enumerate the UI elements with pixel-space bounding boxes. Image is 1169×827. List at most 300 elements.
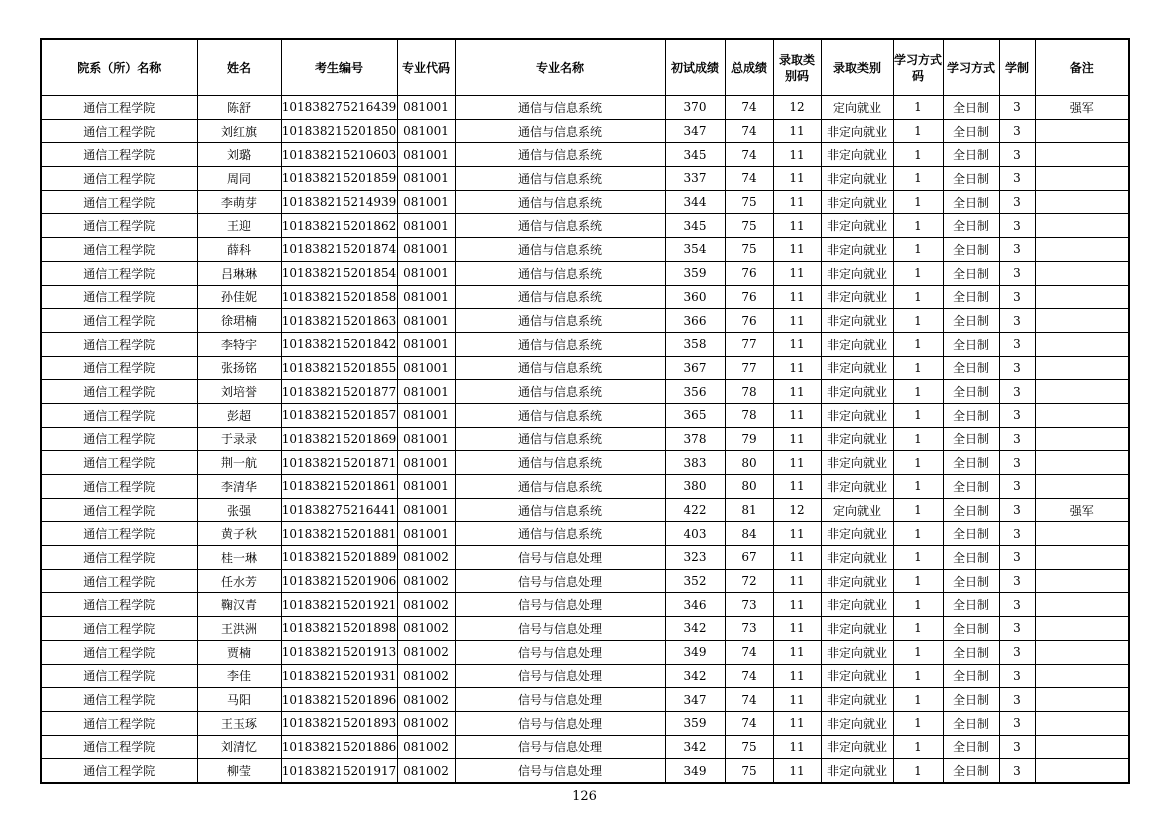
cell-exam-id: 101838275216439	[281, 96, 397, 120]
cell-major-name: 通信与信息系统	[455, 522, 665, 546]
cell-years: 3	[999, 403, 1035, 427]
cell-major-name: 信号与信息处理	[455, 735, 665, 759]
cell-study-code: 1	[893, 214, 943, 238]
cell-admission-type: 非定向就业	[821, 214, 893, 238]
cell-years: 3	[999, 522, 1035, 546]
cell-dept: 通信工程学院	[41, 285, 197, 309]
cell-years: 3	[999, 711, 1035, 735]
cell-admission-code: 11	[773, 167, 821, 191]
cell-study-code: 1	[893, 119, 943, 143]
cell-major-code: 081002	[397, 688, 455, 712]
cell-study-code: 1	[893, 475, 943, 499]
cell-study-mode: 全日制	[943, 498, 999, 522]
table-row	[41, 569, 1129, 593]
cell-admission-code: 11	[773, 309, 821, 333]
cell-admission-type: 非定向就业	[821, 238, 893, 262]
table-row	[41, 427, 1129, 451]
cell-major-name: 通信与信息系统	[455, 498, 665, 522]
cell-name: 张扬铭	[197, 356, 281, 380]
cell-study-code: 1	[893, 96, 943, 120]
cell-prelim-score: 366	[665, 309, 725, 333]
cell-major-code: 081001	[397, 167, 455, 191]
table-row	[41, 759, 1129, 783]
cell-major-code: 081002	[397, 735, 455, 759]
cell-total-score: 74	[725, 688, 773, 712]
cell-major-code: 081001	[397, 309, 455, 333]
cell-remark	[1035, 309, 1129, 333]
cell-admission-type: 非定向就业	[821, 640, 893, 664]
cell-admission-type: 非定向就业	[821, 285, 893, 309]
cell-admission-code: 11	[773, 664, 821, 688]
cell-name: 李佳	[197, 664, 281, 688]
cell-exam-id: 101838215201889	[281, 546, 397, 570]
cell-admission-type: 非定向就业	[821, 593, 893, 617]
cell-name: 刘清忆	[197, 735, 281, 759]
table-row	[41, 593, 1129, 617]
cell-major-code: 081002	[397, 569, 455, 593]
cell-major-code: 081001	[397, 96, 455, 120]
cell-major-name: 通信与信息系统	[455, 143, 665, 167]
cell-major-code: 081002	[397, 711, 455, 735]
cell-total-score: 75	[725, 214, 773, 238]
cell-name: 李萌芽	[197, 190, 281, 214]
cell-admission-type: 非定向就业	[821, 664, 893, 688]
cell-admission-code: 11	[773, 688, 821, 712]
table-row	[41, 238, 1129, 262]
cell-remark	[1035, 617, 1129, 641]
cell-study-mode: 全日制	[943, 332, 999, 356]
cell-study-mode: 全日制	[943, 96, 999, 120]
cell-admission-code: 11	[773, 546, 821, 570]
cell-name: 李清华	[197, 475, 281, 499]
cell-exam-id: 101838215201898	[281, 617, 397, 641]
cell-admission-code: 11	[773, 522, 821, 546]
cell-name: 孙佳妮	[197, 285, 281, 309]
cell-major-code: 081001	[397, 475, 455, 499]
cell-name: 任水芳	[197, 569, 281, 593]
cell-major-name: 信号与信息处理	[455, 569, 665, 593]
cell-study-mode: 全日制	[943, 593, 999, 617]
cell-prelim-score: 342	[665, 735, 725, 759]
cell-prelim-score: 345	[665, 214, 725, 238]
table-row	[41, 167, 1129, 191]
cell-total-score: 81	[725, 498, 773, 522]
table-row	[41, 214, 1129, 238]
cell-years: 3	[999, 167, 1035, 191]
cell-major-code: 081002	[397, 664, 455, 688]
cell-dept: 通信工程学院	[41, 119, 197, 143]
cell-admission-code: 11	[773, 735, 821, 759]
cell-total-score: 78	[725, 380, 773, 404]
cell-prelim-score: 378	[665, 427, 725, 451]
cell-exam-id: 101838215201855	[281, 356, 397, 380]
cell-years: 3	[999, 238, 1035, 262]
cell-total-score: 76	[725, 309, 773, 333]
cell-admission-code: 12	[773, 96, 821, 120]
cell-study-code: 1	[893, 190, 943, 214]
cell-exam-id: 101838215201857	[281, 403, 397, 427]
cell-study-code: 1	[893, 451, 943, 475]
cell-total-score: 77	[725, 332, 773, 356]
cell-study-code: 1	[893, 427, 943, 451]
cell-total-score: 74	[725, 119, 773, 143]
cell-total-score: 67	[725, 546, 773, 570]
cell-exam-id: 101838215201869	[281, 427, 397, 451]
cell-years: 3	[999, 96, 1035, 120]
cell-major-name: 信号与信息处理	[455, 711, 665, 735]
cell-major-name: 通信与信息系统	[455, 356, 665, 380]
cell-study-mode: 全日制	[943, 380, 999, 404]
cell-major-code: 081001	[397, 332, 455, 356]
cell-admission-type: 非定向就业	[821, 332, 893, 356]
cell-admission-type: 非定向就业	[821, 475, 893, 499]
cell-major-code: 081001	[397, 522, 455, 546]
cell-study-code: 1	[893, 593, 943, 617]
cell-admission-code: 11	[773, 427, 821, 451]
cell-admission-code: 11	[773, 759, 821, 783]
header-prelim-score: 初试成绩	[665, 39, 725, 96]
cell-dept: 通信工程学院	[41, 546, 197, 570]
cell-dept: 通信工程学院	[41, 664, 197, 688]
cell-admission-code: 11	[773, 617, 821, 641]
cell-prelim-score: 349	[665, 640, 725, 664]
cell-exam-id: 101838215201850	[281, 119, 397, 143]
cell-name: 桂一琳	[197, 546, 281, 570]
table-row	[41, 190, 1129, 214]
cell-prelim-score: 349	[665, 759, 725, 783]
cell-years: 3	[999, 475, 1035, 499]
cell-major-name: 通信与信息系统	[455, 403, 665, 427]
table-row	[41, 96, 1129, 120]
cell-total-score: 75	[725, 238, 773, 262]
cell-remark	[1035, 664, 1129, 688]
cell-dept: 通信工程学院	[41, 427, 197, 451]
cell-admission-type: 非定向就业	[821, 356, 893, 380]
table-row	[41, 309, 1129, 333]
cell-remark	[1035, 593, 1129, 617]
cell-study-mode: 全日制	[943, 238, 999, 262]
cell-remark	[1035, 711, 1129, 735]
cell-admission-type: 非定向就业	[821, 380, 893, 404]
cell-name: 黄子秋	[197, 522, 281, 546]
cell-admission-type: 非定向就业	[821, 261, 893, 285]
cell-total-score: 74	[725, 640, 773, 664]
cell-admission-type: 非定向就业	[821, 403, 893, 427]
cell-years: 3	[999, 119, 1035, 143]
cell-exam-id: 101838215214939	[281, 190, 397, 214]
cell-major-code: 081001	[397, 356, 455, 380]
admission-list-page	[40, 38, 1128, 784]
cell-remark	[1035, 119, 1129, 143]
cell-prelim-score: 359	[665, 261, 725, 285]
cell-name: 刘璐	[197, 143, 281, 167]
cell-name: 彭超	[197, 403, 281, 427]
header-years: 学制	[999, 39, 1035, 96]
cell-remark	[1035, 143, 1129, 167]
cell-remark	[1035, 190, 1129, 214]
cell-study-code: 1	[893, 238, 943, 262]
table-row	[41, 356, 1129, 380]
table-row	[41, 688, 1129, 712]
cell-admission-code: 11	[773, 261, 821, 285]
cell-name: 于录录	[197, 427, 281, 451]
cell-major-name: 通信与信息系统	[455, 214, 665, 238]
cell-study-mode: 全日制	[943, 640, 999, 664]
cell-remark	[1035, 735, 1129, 759]
cell-exam-id: 101838215201893	[281, 711, 397, 735]
cell-remark: 强军	[1035, 498, 1129, 522]
cell-major-name: 信号与信息处理	[455, 759, 665, 783]
header-admission-type: 录取类别	[821, 39, 893, 96]
cell-exam-id: 101838215201863	[281, 309, 397, 333]
cell-years: 3	[999, 640, 1035, 664]
cell-dept: 通信工程学院	[41, 238, 197, 262]
cell-exam-id: 101838215201921	[281, 593, 397, 617]
cell-major-name: 通信与信息系统	[455, 309, 665, 333]
cell-study-mode: 全日制	[943, 664, 999, 688]
table-row	[41, 143, 1129, 167]
cell-study-mode: 全日制	[943, 475, 999, 499]
cell-prelim-score: 383	[665, 451, 725, 475]
cell-years: 3	[999, 332, 1035, 356]
cell-exam-id: 101838215201871	[281, 451, 397, 475]
cell-remark	[1035, 356, 1129, 380]
cell-major-name: 信号与信息处理	[455, 640, 665, 664]
cell-remark	[1035, 688, 1129, 712]
cell-admission-type: 定向就业	[821, 96, 893, 120]
cell-years: 3	[999, 427, 1035, 451]
cell-dept: 通信工程学院	[41, 640, 197, 664]
cell-study-mode: 全日制	[943, 190, 999, 214]
cell-dept: 通信工程学院	[41, 711, 197, 735]
cell-dept: 通信工程学院	[41, 759, 197, 783]
cell-total-score: 74	[725, 143, 773, 167]
cell-name: 吕琳琳	[197, 261, 281, 285]
cell-years: 3	[999, 356, 1035, 380]
cell-admission-type: 非定向就业	[821, 451, 893, 475]
cell-study-code: 1	[893, 356, 943, 380]
cell-exam-id: 101838215201913	[281, 640, 397, 664]
cell-admission-code: 11	[773, 119, 821, 143]
table-row	[41, 261, 1129, 285]
cell-study-mode: 全日制	[943, 119, 999, 143]
header-dept: 院系（所）名称	[41, 39, 197, 96]
cell-admission-type: 非定向就业	[821, 119, 893, 143]
cell-exam-id: 101838215210603	[281, 143, 397, 167]
table-row	[41, 451, 1129, 475]
table-row	[41, 735, 1129, 759]
cell-study-code: 1	[893, 664, 943, 688]
cell-study-code: 1	[893, 711, 943, 735]
cell-years: 3	[999, 664, 1035, 688]
cell-dept: 通信工程学院	[41, 593, 197, 617]
table-row	[41, 285, 1129, 309]
cell-study-code: 1	[893, 522, 943, 546]
table-row	[41, 711, 1129, 735]
cell-study-mode: 全日制	[943, 285, 999, 309]
cell-major-code: 081002	[397, 593, 455, 617]
cell-prelim-score: 352	[665, 569, 725, 593]
cell-total-score: 79	[725, 427, 773, 451]
cell-admission-type: 定向就业	[821, 498, 893, 522]
cell-dept: 通信工程学院	[41, 356, 197, 380]
cell-study-code: 1	[893, 332, 943, 356]
table-body	[41, 96, 1129, 783]
cell-major-name: 信号与信息处理	[455, 688, 665, 712]
cell-years: 3	[999, 498, 1035, 522]
cell-total-score: 76	[725, 285, 773, 309]
cell-prelim-score: 347	[665, 119, 725, 143]
cell-dept: 通信工程学院	[41, 735, 197, 759]
cell-prelim-score: 358	[665, 332, 725, 356]
cell-dept: 通信工程学院	[41, 332, 197, 356]
cell-prelim-score: 323	[665, 546, 725, 570]
cell-name: 张强	[197, 498, 281, 522]
cell-major-name: 信号与信息处理	[455, 617, 665, 641]
cell-name: 周同	[197, 167, 281, 191]
cell-total-score: 74	[725, 96, 773, 120]
cell-major-code: 081002	[397, 617, 455, 641]
cell-remark	[1035, 380, 1129, 404]
cell-major-code: 081001	[397, 214, 455, 238]
header-study-mode: 学习方式	[943, 39, 999, 96]
cell-prelim-score: 347	[665, 688, 725, 712]
cell-major-name: 通信与信息系统	[455, 190, 665, 214]
cell-prelim-score: 370	[665, 96, 725, 120]
cell-major-code: 081001	[397, 261, 455, 285]
cell-name: 柳莹	[197, 759, 281, 783]
cell-dept: 通信工程学院	[41, 451, 197, 475]
cell-study-mode: 全日制	[943, 214, 999, 238]
cell-years: 3	[999, 735, 1035, 759]
cell-dept: 通信工程学院	[41, 617, 197, 641]
cell-major-code: 081001	[397, 119, 455, 143]
cell-study-code: 1	[893, 569, 943, 593]
cell-name: 李特宇	[197, 332, 281, 356]
cell-prelim-score: 342	[665, 617, 725, 641]
cell-name: 贾楠	[197, 640, 281, 664]
cell-study-code: 1	[893, 261, 943, 285]
cell-years: 3	[999, 214, 1035, 238]
cell-major-name: 通信与信息系统	[455, 167, 665, 191]
cell-years: 3	[999, 546, 1035, 570]
cell-prelim-score: 403	[665, 522, 725, 546]
cell-remark	[1035, 427, 1129, 451]
cell-admission-type: 非定向就业	[821, 167, 893, 191]
cell-study-code: 1	[893, 759, 943, 783]
cell-prelim-score: 344	[665, 190, 725, 214]
cell-name: 王洪洲	[197, 617, 281, 641]
cell-major-name: 通信与信息系统	[455, 285, 665, 309]
cell-name: 荆一航	[197, 451, 281, 475]
cell-name: 刘培誉	[197, 380, 281, 404]
cell-study-mode: 全日制	[943, 759, 999, 783]
cell-admission-code: 11	[773, 640, 821, 664]
cell-years: 3	[999, 451, 1035, 475]
cell-admission-code: 11	[773, 332, 821, 356]
cell-dept: 通信工程学院	[41, 380, 197, 404]
table-row	[41, 522, 1129, 546]
cell-exam-id: 101838215201861	[281, 475, 397, 499]
cell-major-code: 081001	[397, 403, 455, 427]
cell-remark	[1035, 569, 1129, 593]
cell-major-name: 通信与信息系统	[455, 238, 665, 262]
cell-major-name: 通信与信息系统	[455, 380, 665, 404]
table-row	[41, 617, 1129, 641]
cell-total-score: 80	[725, 451, 773, 475]
cell-remark: 强军	[1035, 96, 1129, 120]
cell-major-code: 081001	[397, 380, 455, 404]
cell-dept: 通信工程学院	[41, 96, 197, 120]
cell-major-name: 通信与信息系统	[455, 96, 665, 120]
cell-admission-code: 11	[773, 285, 821, 309]
cell-admission-code: 11	[773, 214, 821, 238]
cell-study-code: 1	[893, 688, 943, 712]
cell-admission-type: 非定向就业	[821, 143, 893, 167]
cell-exam-id: 101838275216441	[281, 498, 397, 522]
cell-study-code: 1	[893, 167, 943, 191]
cell-total-score: 74	[725, 167, 773, 191]
cell-prelim-score: 360	[665, 285, 725, 309]
cell-years: 3	[999, 143, 1035, 167]
cell-admission-type: 非定向就业	[821, 427, 893, 451]
cell-major-code: 081002	[397, 640, 455, 664]
cell-name: 鞠汉青	[197, 593, 281, 617]
cell-dept: 通信工程学院	[41, 190, 197, 214]
cell-study-code: 1	[893, 285, 943, 309]
cell-years: 3	[999, 593, 1035, 617]
cell-prelim-score: 380	[665, 475, 725, 499]
cell-major-code: 081001	[397, 190, 455, 214]
cell-total-score: 75	[725, 190, 773, 214]
cell-exam-id: 101838215201859	[281, 167, 397, 191]
cell-admission-code: 11	[773, 356, 821, 380]
cell-years: 3	[999, 309, 1035, 333]
cell-name: 王迎	[197, 214, 281, 238]
cell-total-score: 73	[725, 617, 773, 641]
cell-years: 3	[999, 380, 1035, 404]
cell-years: 3	[999, 759, 1035, 783]
table-row	[41, 475, 1129, 499]
cell-name: 陈舒	[197, 96, 281, 120]
cell-remark	[1035, 261, 1129, 285]
cell-dept: 通信工程学院	[41, 403, 197, 427]
cell-major-name: 通信与信息系统	[455, 119, 665, 143]
cell-remark	[1035, 522, 1129, 546]
cell-admission-type: 非定向就业	[821, 688, 893, 712]
cell-admission-code: 11	[773, 238, 821, 262]
header-name: 姓名	[197, 39, 281, 96]
cell-exam-id: 101838215201931	[281, 664, 397, 688]
cell-prelim-score: 345	[665, 143, 725, 167]
cell-dept: 通信工程学院	[41, 143, 197, 167]
cell-dept: 通信工程学院	[41, 214, 197, 238]
header-remark: 备注	[1035, 39, 1129, 96]
cell-admission-code: 11	[773, 475, 821, 499]
cell-major-name: 通信与信息系统	[455, 332, 665, 356]
cell-prelim-score: 354	[665, 238, 725, 262]
cell-major-code: 081001	[397, 238, 455, 262]
cell-exam-id: 101838215201917	[281, 759, 397, 783]
cell-prelim-score: 422	[665, 498, 725, 522]
cell-remark	[1035, 238, 1129, 262]
cell-major-name: 信号与信息处理	[455, 546, 665, 570]
cell-major-code: 081001	[397, 143, 455, 167]
cell-major-code: 081001	[397, 285, 455, 309]
table-row	[41, 403, 1129, 427]
cell-prelim-score: 359	[665, 711, 725, 735]
table-row	[41, 664, 1129, 688]
